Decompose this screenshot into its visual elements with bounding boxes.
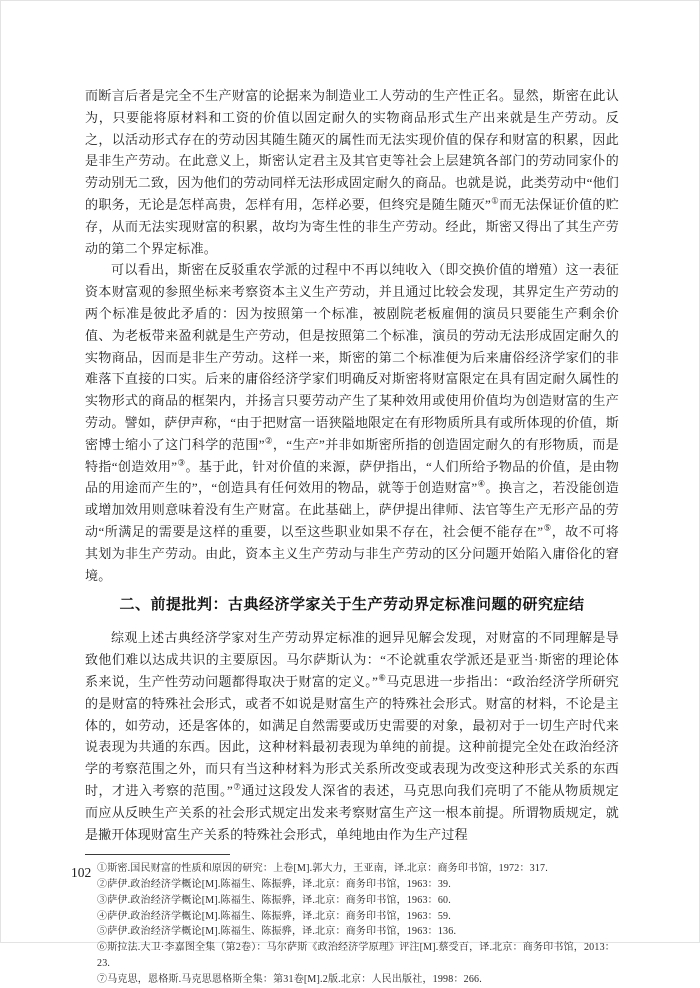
footnote-item: ⑦马克思，恩格斯.马克思恩格斯全集：第31卷[M].2版.北京：人民出版社，1998：266. (97, 973, 482, 985)
paragraph: 可以看出，斯密在反驳重农学派的过程中不再以纯收入（即交换价值的增殖）这一表征资本财富观的参照坐标来考察资本主义生产劳动，并且通过比较会发现，其界定生产劳动的两个标准是彼此矛盾的：因为按照第一个标准，被剧院老板雇佣的演员只要能生产剩余价值、为老板带来盈利就是生产劳动，但是按照第二个标准，演员的劳动无法形成固定耐久的实物商品，因而是非生产劳动。这样一来，斯密的第二个标准便为后来庸俗经济学家们的非难落下直接的口实。后来的庸俗经济学家们明确反对斯密将财富限定在具有固定耐久属性的实物形式的商品的框架内，并扬言只要劳动产生了某种效用或使用价值均为创造财富的生产劳动。譬如，萨伊声称，“由于把财富一语狭隘地限定在有形物质所具有或所体现的价值，斯密博士缩小了这门科学的范围”②，“生产”并非如斯密所指的创造固定耐久的有形物质，而是特指“创造效用”③。基于此，针对价值的来源，萨伊指出，“人们所给予物品的价值，是由物品的用途而产生的”，“创造具有任何效用的物品，就等于创造财富”④。换言之，若没能创造或增加效用则意味着没有生产财富。在此基础上，萨伊提出律师、法官等生产无形产品的劳动“所满足的需要是这样的重要，以至这些职业如果不存在，社会便不能存在”⑤，故不可将其划为非生产劳动。由此，资本主义生产劳动与非生产劳动的区分问题开始陷入庸俗化的窘境。 (85, 262, 620, 583)
footnote-item: ①斯密.国民财富的性质和原因的研究：上卷[M].郭大力，王亚南，译.北京：商务印书馆，1972：317. (97, 863, 548, 875)
page-number: 102 (71, 865, 92, 880)
section-heading: 二、前提批判：古典经济学家关于生产劳动界定标准问题的研究症结 (119, 596, 585, 614)
body-text-before-heading (85, 85, 619, 586)
body-text-after-heading (85, 627, 619, 845)
page-content (85, 85, 619, 988)
footnote-item: ②萨伊.政治经济学概论[M].陈福生、陈振骅，译.北京：商务印书馆，1963：39. (97, 879, 451, 891)
paragraph: 而断言后者是完全不生产财富的论据来为制造业工人劳动的生产性正名。显然，斯密在此认为，只要能将原材料和工资的价值以固定耐久的实物商品形式生产出来就是生产劳动。反之，以活动形式存在的劳动因其随生随灭的属性而无法实现价值的保存和财富的积累，因此是非生产劳动。在此意义上，斯密认定君主及其官吏等社会上层建筑各部门的劳动同家仆的劳动别无二致，因为他们的劳动同样无法形成固定耐久的商品。也就是说，此类劳动中“他们的职务，无论是怎样高贵，怎样有用，怎样必要，但终究是随生随灭”①而无法保证价值的贮存，从而无法实现财富的积累，故均为寄生性的非生产劳动。经此，斯密又得出了其生产劳动的第二个界定标准。 (85, 88, 619, 256)
footnote-item: ⑥斯拉法.大卫·李嘉图全集（第2卷）：马尔萨斯《政治经济学原理》评注[M].蔡受百，译.北京：商务印书馆，2013：23. (97, 942, 615, 970)
footnote-separator (85, 854, 230, 855)
footnote-list (85, 861, 619, 987)
footnote-item: ⑤萨伊.政治经济学概论[M].陈福生、陈振骅，译.北京：商务印书馆，1963：136. (97, 926, 457, 938)
footnote-item: ③萨伊.政治经济学概论[M].陈福生、陈振骅，译.北京：商务印书馆，1963：60. (97, 894, 451, 906)
footnote-item: ④萨伊.政治经济学概论[M].陈福生、陈振骅，译.北京：商务印书馆，1963：59. (97, 910, 451, 922)
paragraph: 综观上述古典经济学家对生产劳动界定标准的迥异见解会发现，对财富的不同理解是导致他们难以达成共识的主要原因。马尔萨斯认为：“不论就重农学派还是亚当·斯密的理论体系来说，生产性劳动问题都得取决于财富的定义。”⑥马克思进一步指出：“政治经济学所研究的是财富的特殊社会形式，或者不如说是财富生产的特殊社会形式。财富的材料，不论是主体的，如劳动，还是客体的，如满足自然需要或历史需要的对象，最初对于一切生产时代来说表现为共通的东西。因此，这种材料最初表现为单纯的前提。这种前提完全处在政治经济学的考察范围之外，而只有当这种材料为形式关系所改变或表现为改变这种形式关系的东西时，才进入考察的范围。”⑦通过这段发人深省的表述，马克思向我们亮明了不能从物质规定而应从反映生产关系的社会形式规定出发来考察财富生产这一根本前提。所谓物质规定，就是撇开体现财富生产关系的特殊社会形式，单纯地由作为生产过程 (85, 630, 620, 842)
